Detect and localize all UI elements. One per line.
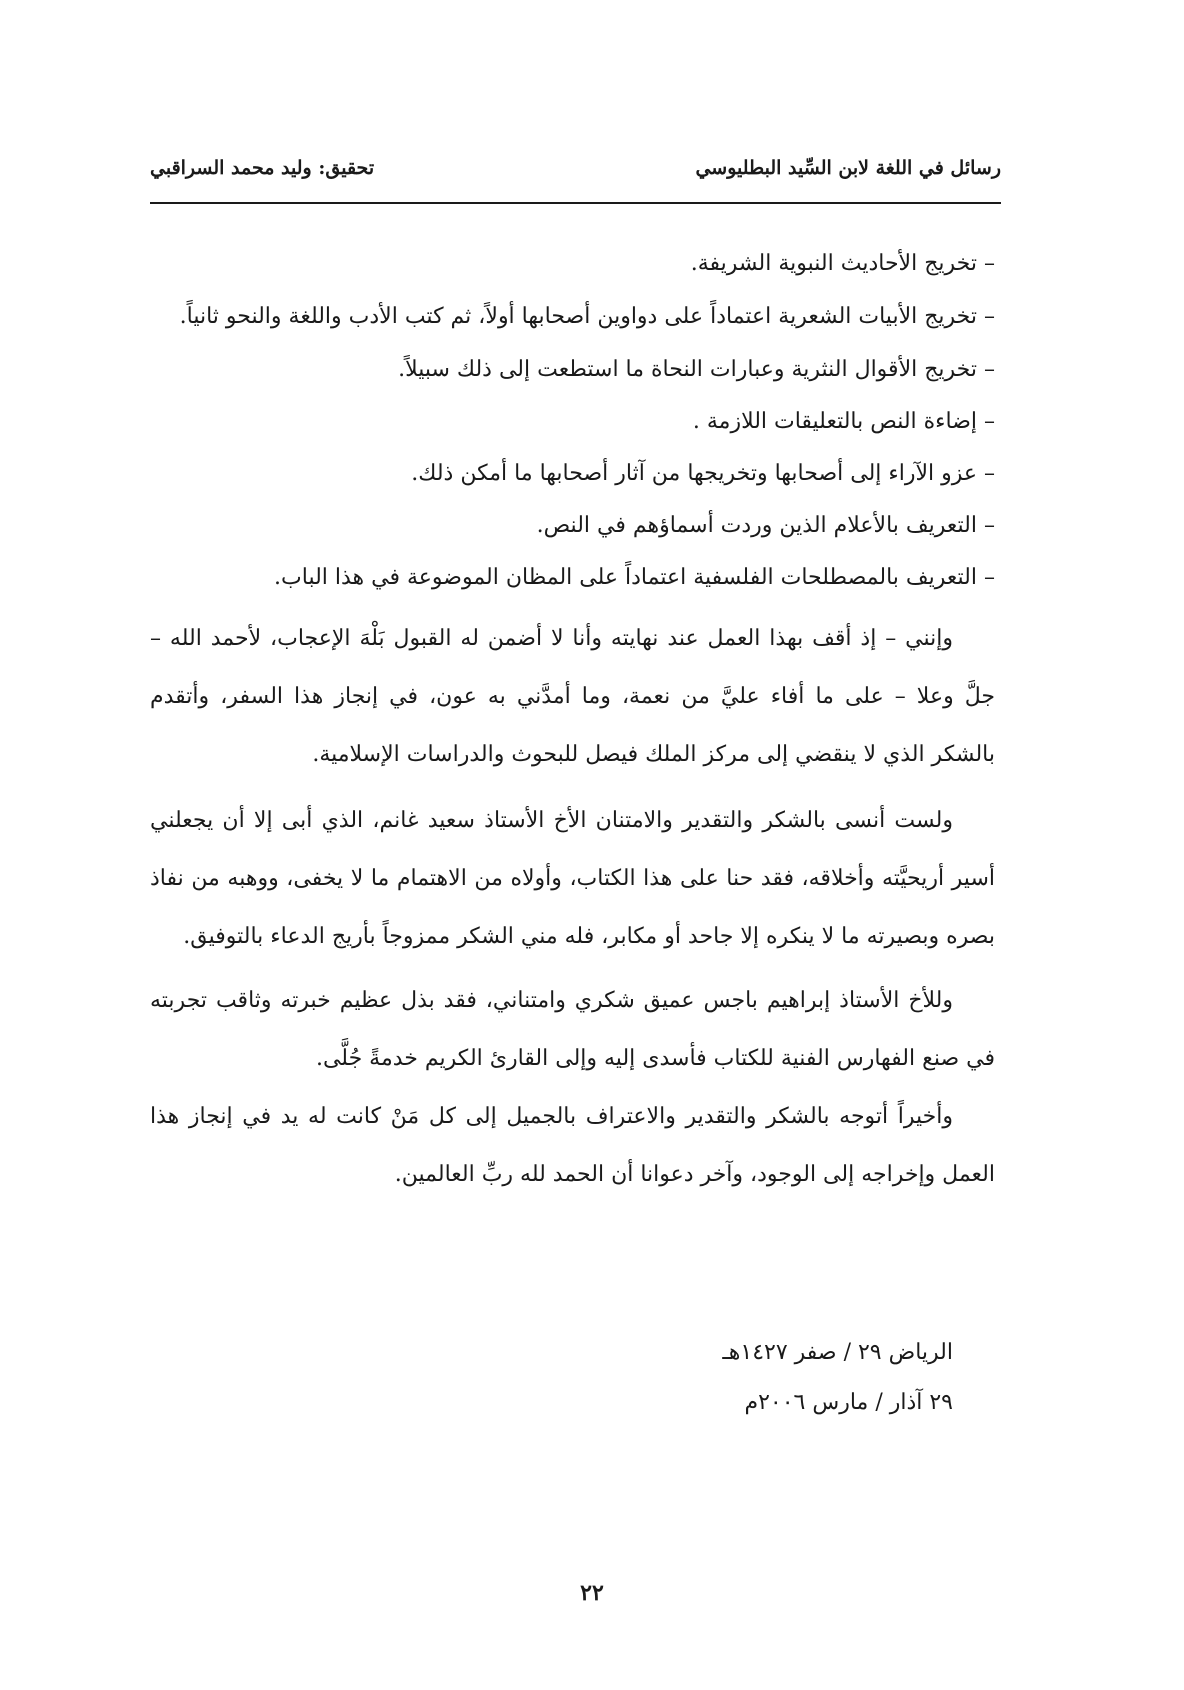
page-number: ٢٢ bbox=[580, 1580, 604, 1606]
methodology-item: – عزو الآراء إلى أصحابها وتخريجها من آثار أصحابها ما أمكن ذلك. bbox=[411, 461, 995, 486]
methodology-item: – التعريف بالمصطلحات الفلسفية اعتماداً على المظان الموضوعة في هذا الباب. bbox=[274, 565, 995, 590]
methodology-item: – تخريج الأقوال النثرية وعبارات النحاة ما استطعت إلى ذلك سبيلاً. bbox=[398, 357, 995, 382]
gregorian-date: ٢٩ آذار / مارس ٢٠٠٦م bbox=[744, 1390, 953, 1415]
editor-credit: تحقيق: وليد محمد السراقبي bbox=[150, 157, 375, 179]
acknowledgment-paragraph: وإنني – إذ أقف بهذا العمل عند نهايته وأنا لا أضمن له القبول بَلْهَ الإعجاب، لأحمد الله – جلَّ وعلا – على ما أفاء عليَّ من نعمة، وما أمدَّني به عون، في إنجاز هذا السفر، وأتقدم بالشكر الذي لا ينقضي إلى مركز الملك فيصل للبحوث والدراسات الإسلامية. bbox=[150, 626, 995, 767]
methodology-item: – التعريف بالأعلام الذين وردت أسماؤهم في النص. bbox=[536, 513, 995, 538]
book-title: رسائل في اللغة لابن السِّيد البطليوسي bbox=[695, 157, 1001, 179]
acknowledgment-paragraph: وللأخ الأستاذ إبراهيم باجس عميق شكري وامتناني، فقد بذل عظيم خبرته وثاقب تجربته في صنع الفهارس الفنية للكتاب فأسدى إليه وإلى القارئ الكريم خدمةً جُلَّى. bbox=[150, 988, 995, 1071]
dateline bbox=[150, 1328, 995, 1428]
methodology-item: – تخريج الأبيات الشعرية اعتماداً على دواوين أصحابها أولاً، ثم كتب الأدب واللغة والنحو ثانياً. bbox=[179, 304, 995, 329]
methodology-item: – إضاءة النص بالتعليقات اللازمة . bbox=[692, 409, 995, 434]
acknowledgment-paragraph: وأخيراً أتوجه بالشكر والتقدير والاعتراف بالجميل إلى كل مَنْ كانت له يد في إنجاز هذا العمل وإخراجه إلى الوجود، وآخر دعوانا أن الحمد لله ربِّ العالمين. bbox=[150, 1104, 995, 1187]
methodology-item: – تخريج الأحاديث النبوية الشريفة. bbox=[690, 251, 995, 276]
acknowledgment-paragraph: ولست أنسى بالشكر والتقدير والامتنان الأخ الأستاذ سعيد غانم، الذي أبى إلا أن يجعلني أسير أريحيَّته وأخلاقه، فقد حنا على هذا الكتاب، وأولاه من الاهتمام ما لا يخفى، ووهبه من نفاذ بصره وبصيرته ما لا ينكره إلا جاحد أو مكابر، فله مني الشكر ممزوجاً بأريج الدعاء بالتوفيق. bbox=[150, 808, 995, 949]
hijri-date: الرياض ٢٩ / صفر ١٤٢٧هـ bbox=[722, 1340, 953, 1365]
running-header bbox=[150, 154, 1001, 204]
body-text bbox=[150, 238, 995, 1204]
